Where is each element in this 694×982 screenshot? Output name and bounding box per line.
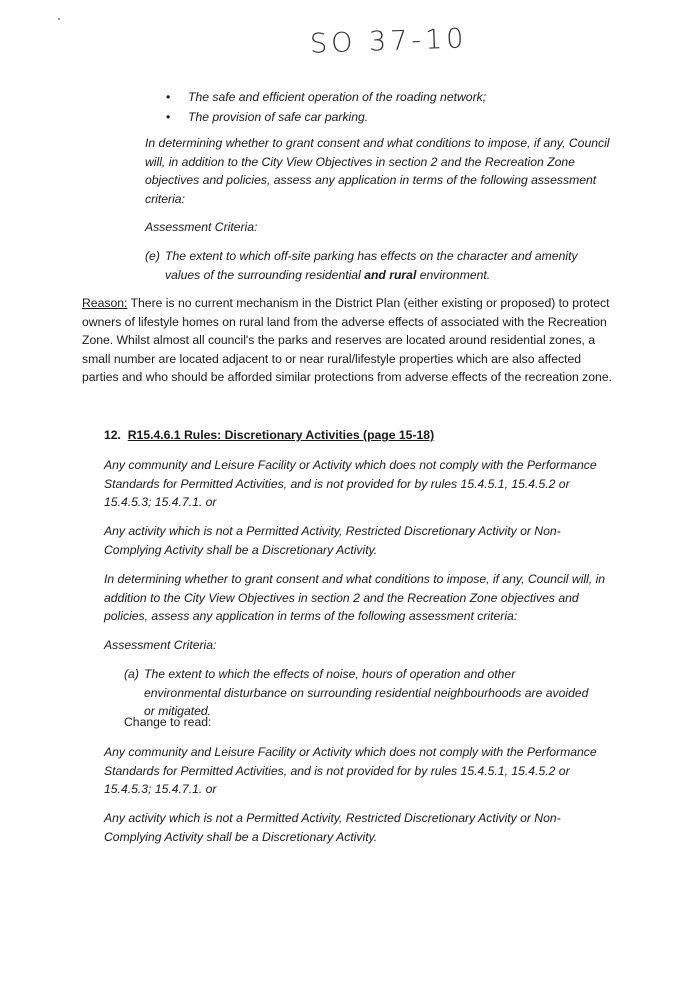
- reason-paragraph: [82, 294, 612, 387]
- criterion-e: [145, 247, 615, 284]
- assessment-criteria-label: Assessment Criteria:: [145, 220, 258, 234]
- section-title: R15.4.6.1 Rules: Discretionary Activities (page 15-18): [127, 428, 435, 442]
- rule-paragraph-5: Any activity which is not a Permitted Activity, Restricted Discretionary Activity or Non-Complying Activity shall be a Discretionary Activity.: [104, 811, 561, 844]
- bullet-item: • The provision of safe car parking.: [166, 107, 486, 127]
- criteria-bullet-list: [166, 87, 486, 127]
- criterion-text: [145, 247, 615, 284]
- handwritten-reference: SO 37-10: [309, 23, 468, 60]
- criterion-label: (a): [124, 667, 139, 681]
- rule-paragraph-4: Any community and Leisure Facility or Activity which does not comply with the Performance Standards for Permitted Activities, and is not provided for by rules 15.4.5.1, 15.4.5.2 or 15.4.5.3; 15.4.7.1. or: [104, 745, 597, 796]
- bullet-item: • The safe and efficient operation of the roading network;: [166, 87, 486, 107]
- criterion-text-part: environment.: [416, 267, 491, 282]
- section-number: 12.: [104, 428, 121, 442]
- criterion-text-part: The extent to which off-site parking has effects on the character and amenity values of the surrounding residential: [165, 249, 578, 282]
- rule-paragraph-3: In determining whether to grant consent and what conditions to impose, if any, Council will, in addition to the City View Objectives in section 2 and the Recreation Zone objectives and policies, assess any application in terms of the following assessment criteria:: [104, 572, 606, 623]
- reason-text: There is no current mechanism in the District Plan (either existing or proposed) to protect owners of lifestyle homes on rural land from the adverse effects of associated with the Recreation Zone. Whilst almost all council's the parks and reserves are located around residential zones, a small number are located adjacent to or near rural/lifestyle properties which are also affected parties and who should be afforded similar protections from adverse effects of the recreation zone.: [82, 296, 613, 384]
- change-to-read: Change to read:: [124, 715, 212, 729]
- scan-speck: [58, 18, 60, 20]
- determining-paragraph: In determining whether to grant consent and what conditions to impose, if any, Council will, in addition to the City View Objectives in section 2 and the Recreation Zone objectives and policies, assess any application in terms of the following assessment criteria:: [145, 136, 610, 206]
- section-12-heading: [104, 428, 434, 442]
- rule-paragraph-2: Any activity which is not a Permitted Activity, Restricted Discretionary Activity or Non-Complying Activity shall be a Discretionary Activity.: [104, 524, 561, 557]
- criterion-text: The extent to which the effects of noise, hours of operation and other environmental disturbance on surrounding residential neighbourhoods are avoided or mitigated.: [144, 667, 589, 718]
- rule-paragraph-1: Any community and Leisure Facility or Activity which does not comply with the Performance Standards for Permitted Activities, and is not provided for by rules 15.4.5.1, 15.4.5.2 or 15.4.5.3; 15.4.7.1. or: [104, 458, 597, 509]
- criterion-label: (e): [145, 249, 160, 263]
- reason-label: Reason:: [82, 296, 128, 310]
- assessment-criteria-label-2: Assessment Criteria:: [104, 638, 217, 652]
- criterion-bold-text: and rural: [364, 267, 417, 282]
